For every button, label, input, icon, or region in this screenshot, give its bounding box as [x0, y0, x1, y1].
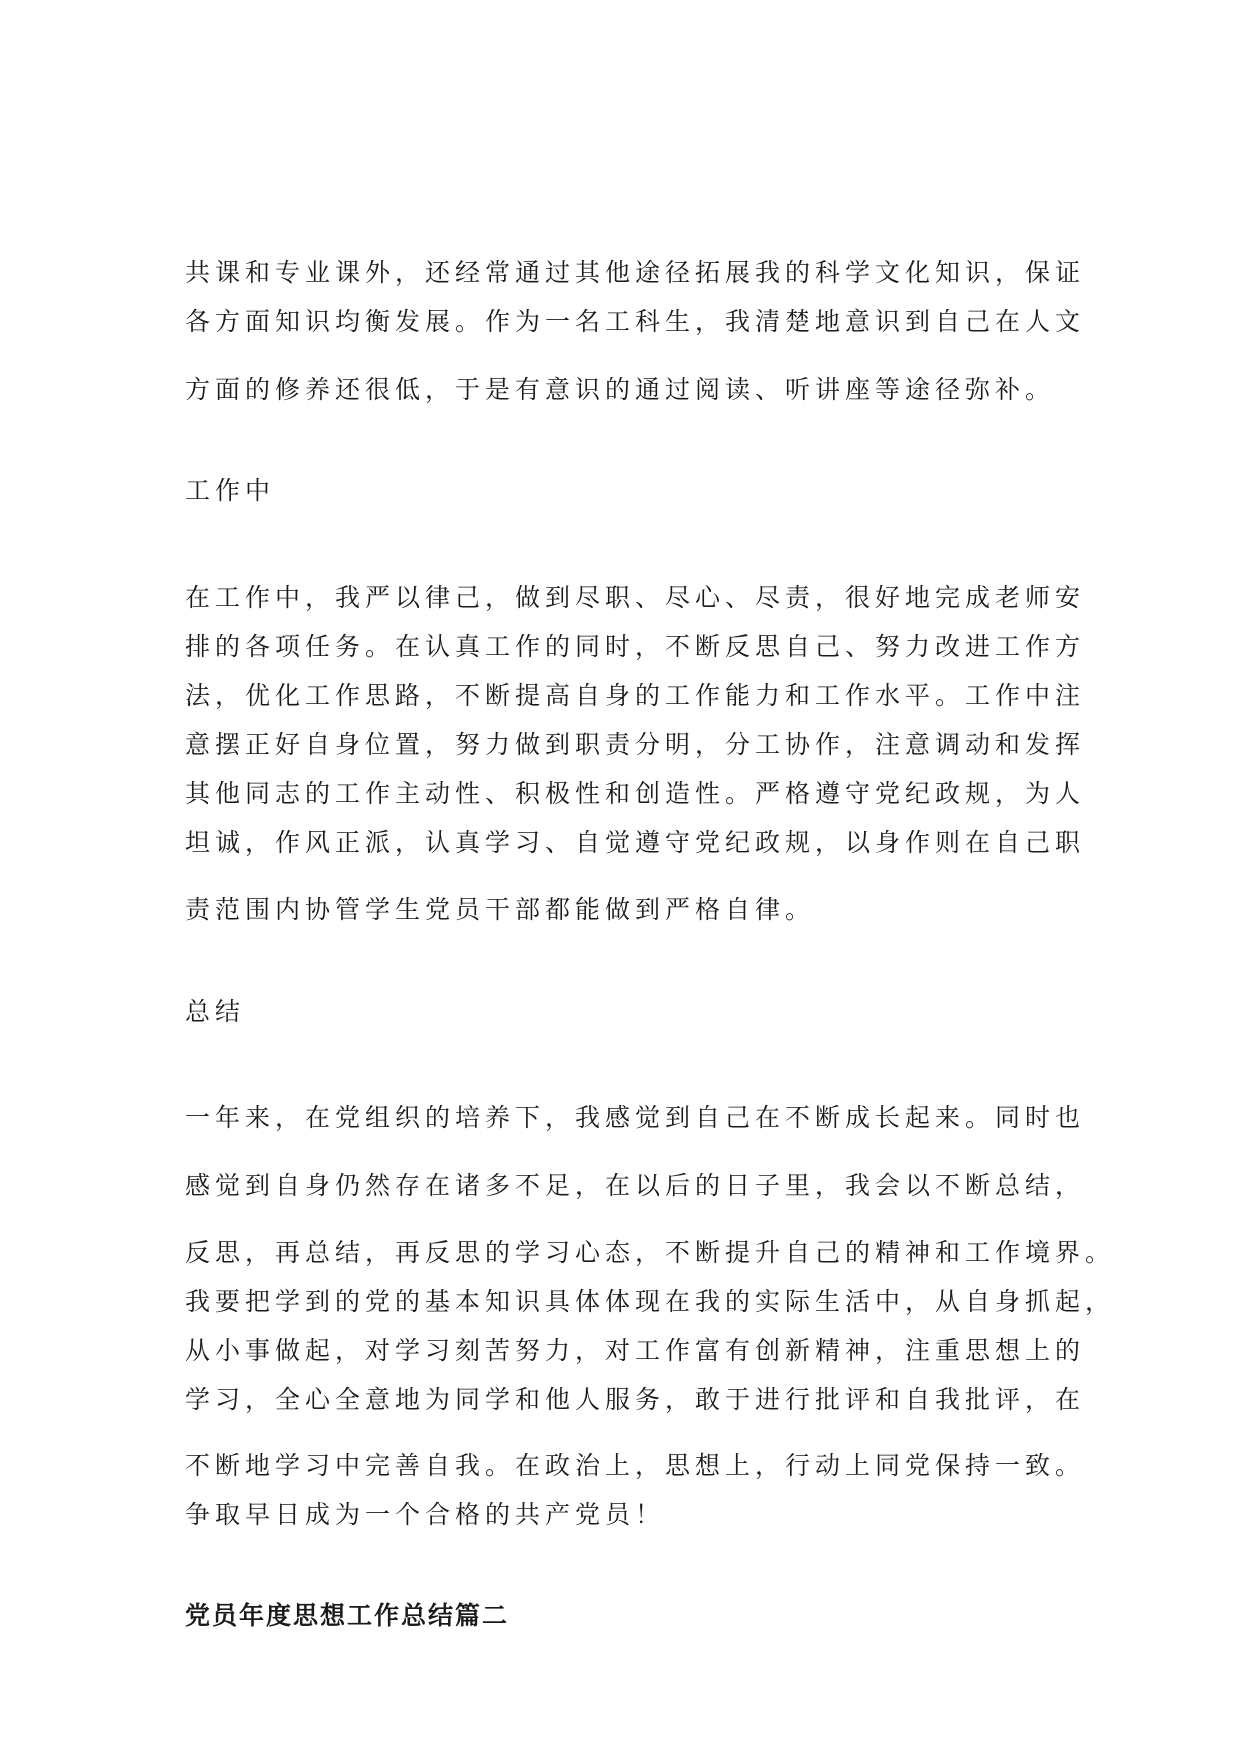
paragraph-line: 意摆正好自身位置，努力做到职责分明，分工协作，注意调动和发挥	[185, 730, 1086, 759]
paragraph-line: 学习，全心全意地为同学和他人服务，敢于进行批评和自我批评，在	[185, 1385, 1086, 1414]
paragraph-line: 在工作中，我严以律己，做到尽职、尽心、尽责，很好地完成老师安	[185, 583, 1086, 612]
paragraph-line: 责范围内协管学生党员干部都能做到严格自律。	[185, 895, 816, 924]
paragraph-line: 其他同志的工作主动性、积极性和创造性。严格遵守党纪政规，为人	[185, 779, 1086, 808]
paragraph-line: 各方面知识均衡发展。作为一名工科生，我清楚地意识到自己在人文	[185, 307, 1086, 336]
section-title-work: 工作中	[185, 476, 276, 505]
paragraph-line: 不断地学习中完善自我。在政治上，思想上，行动上同党保持一致。	[185, 1451, 1086, 1480]
paragraph-line: 方面的修养还很低，于是有意识的通过阅读、听讲座等途径弥补。	[185, 375, 1056, 404]
paragraph-line: 从小事做起，对学习刻苦努力，对工作富有创新精神，注重思想上的	[185, 1336, 1086, 1365]
paragraph-line: 排的各项任务。在认真工作的同时，不断反思自己、努力改进工作方	[185, 632, 1086, 661]
paragraph-line: 争取早日成为一个合格的共产党员！	[185, 1500, 666, 1529]
section-title-summary: 总结	[185, 997, 246, 1026]
paragraph-line: 法，优化工作思路，不断提高自身的工作能力和工作水平。工作中注	[185, 681, 1086, 710]
paragraph-line: 反思，再总结，再反思的学习心态，不断提升自己的精神和工作境界。	[185, 1238, 1116, 1267]
paragraph-line: 我要把学到的党的基本知识具体体现在我的实际生活中，从自身抓起，	[185, 1287, 1116, 1316]
paragraph-line: 感觉到自身仍然存在诸多不足，在以后的日子里，我会以不断总结，	[185, 1171, 1086, 1200]
next-article-title: 党员年度思想工作总结篇二	[185, 1601, 510, 1630]
paragraph-line: 坦诚，作风正派，认真学习、自觉遵守党纪政规，以身作则在自己职	[185, 828, 1086, 857]
paragraph-line: 共课和专业课外，还经常通过其他途径拓展我的科学文化知识，保证	[185, 258, 1086, 287]
paragraph-line: 一年来，在党组织的培养下，我感觉到自己在不断成长起来。同时也	[185, 1103, 1086, 1132]
